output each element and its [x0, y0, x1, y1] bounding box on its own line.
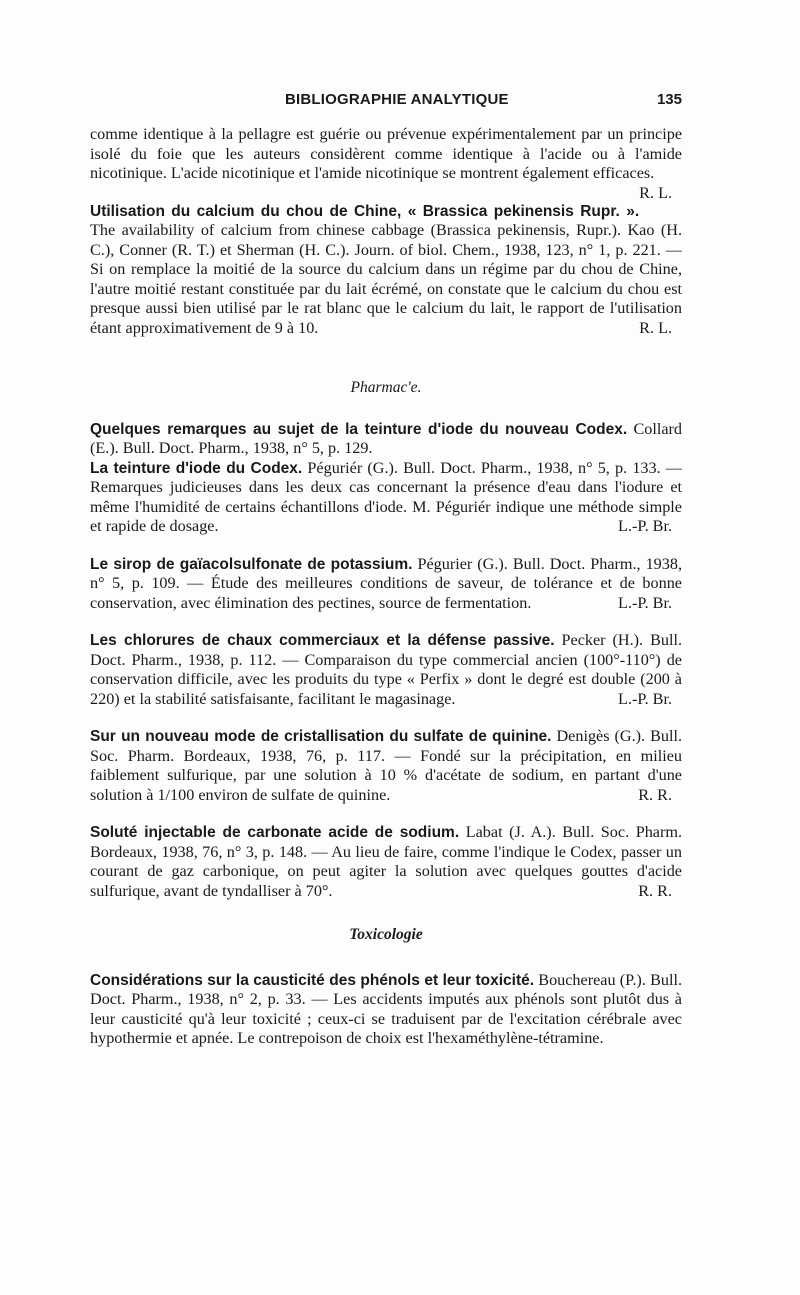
- entry-calcium: [90, 202, 682, 339]
- header-title: BIBLIOGRAPHIE ANALYTIQUE: [285, 91, 509, 108]
- entry-continuation: [90, 125, 682, 202]
- entry-signature: R. L.: [639, 183, 672, 202]
- entry-solute: [90, 823, 682, 901]
- entry-text: Bouchereau (P.). Bull. Doct. Pharm., 1938, n° 2, p. 33. — Les accidents imputés aux phénols sont plutôt dus à leur causticité qu'à leur toxicité ; ceux-ci se traduisent par de l'excitation cérébrale avec hypothermie et apnée. Le contrepoison de choix est l'hexaméthylène-tétramine.: [90, 970, 683, 1047]
- entry-signature: R. R.: [638, 785, 672, 804]
- entry-text: Denigès (G.). Bull. Soc. Pharm. Bordeaux, 1938, 76, p. 117. — Fondé sur la précipitation, en milieu faiblement sulfurique, par une solution à 10 % d'acétate de sodium, en partant d'une solution à 1/100 environ de sulfate de quinine.: [90, 727, 683, 804]
- entry-phenols: [90, 971, 682, 1049]
- entry-text: Pégurier (G.). Bull. Doct. Pharm., 1938, n° 5, p. 109. — Étude des meilleures conditions de saveur, de tolérance et de bonne conservation, avec élimination des pectines, source de fermentation.: [90, 554, 682, 612]
- entry-heading: Les chlorures de chaux commerciaux et la défense passive.: [90, 632, 555, 649]
- entry-text: Pecker (H.). Bull. Doct. Pharm., 1938, p. 112. — Comparaison du type commercial ancien (100°-110°) de conservation difficile, avec les produits du type « Perfix » dont le degré est double (200 à 220) et la stabilité satisfaisante, facilitant le magasinage.: [90, 631, 683, 708]
- entry-teinture-iode-2: [90, 459, 682, 537]
- entry-signature: R. L.: [639, 318, 672, 337]
- entry-signature: L.-P. Br.: [618, 517, 672, 535]
- entry-text: comme identique à la pellagre est guérie ou prévenue expérimentalement par un principe isolé du foie que les auteurs considèrent comme identique à l'acide ou à l'amide nicotinique. L'acide nicotinique et l'amide nicotinique se montrent également efficaces.: [90, 125, 682, 182]
- section-title-pharmacie: Pharmac'e.: [350, 379, 422, 396]
- section-title-toxicologie: Toxicologie: [349, 926, 423, 943]
- entry-heading: Soluté injectable de carbonate acide de sodium.: [90, 824, 460, 841]
- entry-heading: Le sirop de gaïacolsulfonate de potassium.: [90, 555, 413, 573]
- entry-text: Collard (E.). Bull. Doct. Pharm., 1938, n° 5, p. 129.: [90, 419, 683, 457]
- entry-quinine: [90, 727, 682, 805]
- entry-signature: L.-P. Br.: [618, 593, 672, 612]
- running-header: [90, 91, 682, 115]
- entry-chlorures: [90, 631, 682, 709]
- entry-signature: L.-P. Br.: [618, 689, 672, 708]
- entry-teinture-iode-1: [90, 420, 682, 459]
- entry-heading: Utilisation du calcium du chou de Chine, « Brassica pekinensis Rupr. ».: [90, 202, 640, 220]
- page-body: [90, 125, 682, 1067]
- page-number: 135: [656, 91, 682, 108]
- entry-heading: Considérations sur la causticité des phénols et leur toxicité.: [90, 971, 535, 989]
- entry-heading: Quelques remarques au sujet de la teinture d'iode du nouveau Codex.: [90, 420, 628, 438]
- entry-text: Labat (J. A.). Bull. Soc. Pharm. Bordeaux, 1938, 76, n° 3, p. 148. — Au lieu de faire, comme l'indique le Codex, passer un courant de gaz carbonique, on peut agiter la solution avec quelques gouttes d'acide sulfurique, avant de tyndalliser à 70°.: [90, 823, 683, 900]
- entry-heading: Sur un nouveau mode de cristallisation du sulfate de quinine.: [90, 728, 552, 745]
- entry-heading: La teinture d'iode du Codex.: [90, 459, 303, 477]
- entry-sirop: [90, 555, 682, 614]
- entry-text: Péguriér (G.). Bull. Doct. Pharm., 1938, n° 5, p. 133. — Remarques judicieuses dans les deux cas concernant la présence d'eau dans l'iodure et même l'humidité de certains échantillons d'iode. M. Péguriér indique une méthode simple et rapide de dosage.: [90, 458, 682, 535]
- entry-signature: R. R.: [638, 881, 672, 900]
- entry-text: The availability of calcium from chinese cabbage (Brassica pekinensis, Rupr.). Kao (H. C.), Conner (R. T.) et Sherman (H. C.). Journ. of biol. Chem., 1938, 123, n° 1, p. 221. — Si on remplace la moitié de la source du calcium dans un régime par du chou de Chine, l'autre moitié restant constituée par du lait écrémé, on constate que le calcium du chou est presque aussi bien utilisé par le rat blanc que le calcium du lait, le rapport de l'utilisation étant approximativement de 9 à 10.: [90, 221, 682, 337]
